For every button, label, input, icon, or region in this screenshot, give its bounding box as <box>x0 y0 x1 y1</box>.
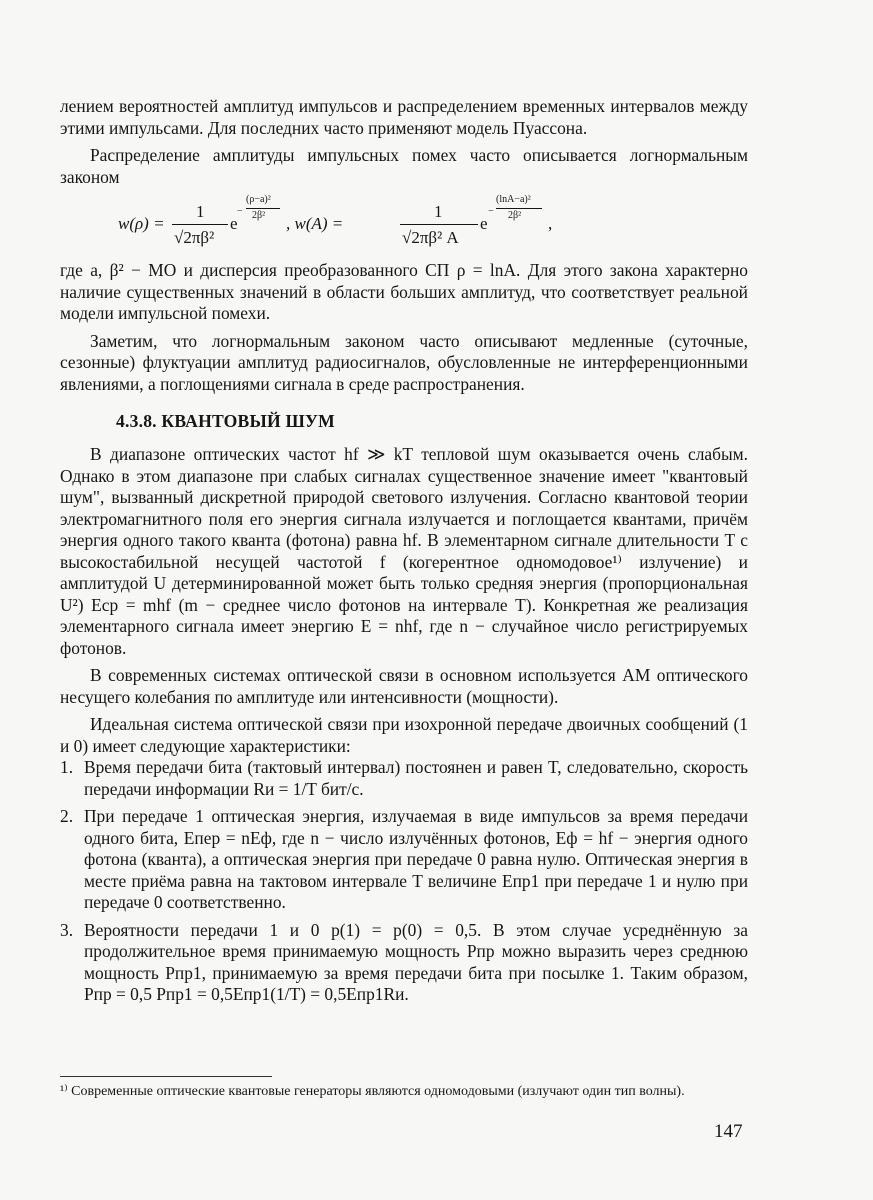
exp-bar-2 <box>496 208 542 209</box>
fraction-bar-2 <box>400 224 478 225</box>
footnote-divider <box>60 1076 272 1077</box>
formula-e-2: e <box>480 214 488 233</box>
footnote: ¹⁾ Современные оптические квантовые генераторы являются одномодовыми (излучают один тип волны). <box>60 1084 685 1099</box>
lognormal-formula <box>60 192 748 254</box>
list-item <box>60 757 748 800</box>
formula-exp1-den: 2β² <box>252 210 266 221</box>
section-title: 4.3.8. КВАНТОВЫЙ ШУМ <box>116 411 335 431</box>
characteristics-list <box>60 757 748 1006</box>
formula-denominator-1: √2πβ² <box>174 228 215 247</box>
paragraph-2: Распределение амплитуды импульсных помех часто описывается логнормальным законом <box>60 145 748 187</box>
list-item <box>60 920 748 1006</box>
list-item-number: 2. <box>60 806 74 826</box>
formula-numerator-1: 1 <box>196 202 205 221</box>
formula-exp2-num: (lnA−a)² <box>496 194 531 205</box>
paragraph-7: Идеальная система оптической связи при изохронной передаче двоичных сообщений (1 и 0) имеет следующие характеристики: <box>60 714 748 756</box>
exp-bar-1 <box>246 208 280 209</box>
list-item-text: Время передачи бита (тактовый интервал) постоянен и равен T, следовательно, скорость передачи информации Rи = 1/T бит/с. <box>84 757 748 799</box>
formula-e-1: e <box>230 214 238 233</box>
list-item-number: 3. <box>60 919 74 940</box>
formula-w-a: , w(A) = <box>286 214 344 233</box>
list-item-number: 1. <box>60 757 74 777</box>
fraction-bar-1 <box>172 224 228 225</box>
formula-exp1-num: (ρ−a)² <box>246 194 271 205</box>
formula-denominator-2: √2πβ² A <box>402 228 459 247</box>
list-item-text: При передаче 1 оптическая энергия, излучаемая в виде импульсов за время передачи одного бита, Eпер = nEф, где n − число излучённых фотонов, Eф = hf − энергия одного фотона (кванта), а оптическая энергия при передаче 0 равна нулю. Оптическая энергия в месте приёма равна на тактовом интервале T величине Eпр1 при передаче 1 и нулю при передаче 0 соответственно. <box>84 806 748 912</box>
paragraph-6: В современных системах оптической связи в основном используется АМ оптического несущего колебания по амплитуде или интенсивности (мощности). <box>60 665 748 707</box>
page-number: 147 <box>714 1121 743 1142</box>
list-item <box>60 806 748 914</box>
formula-numerator-2: 1 <box>434 202 443 221</box>
formula-w-rho: w(ρ) = <box>118 214 165 233</box>
paragraph-5: В диапазоне оптических частот hf ≫ kT тепловой шум оказывается очень слабым. Однако в этом диапазоне при слабых сигналах существенное значение имеет "квантовый шум", вызванный дискретной природой светового излучения. Согласно квантовой теории электромагнитного поля его энергия сигнала излучается и поглощается квантами, причём энергия одного такого кванта (фотона) равна hf. В элементарном сигнале длительности T с высокостабильной несущей частотой f (когерентное одномодовое¹⁾ излучение) и амплитудой U детерминированной может быть только средняя энергия (пропорциональная U²) Eср = mhf (m − среднее число фотонов на интервале T). Конкретная же реализация элементарного сигнала имеет энергию E = nhf, где n − случайное число регистрируемых фотонов. <box>60 444 748 658</box>
formula-minus-1: − <box>237 206 243 217</box>
formula-exp2-den: 2β² <box>508 210 522 221</box>
paragraph-1: лением вероятностей амплитуд импульсов и распределением временных интервалов между этими импульсами. Для последних часто применяют модель Пуассона. <box>60 96 748 138</box>
formula-comma: , <box>548 214 553 233</box>
formula-minus-2: − <box>488 206 494 217</box>
paragraph-3: где a, β² − МО и дисперсия преобразованного СП ρ = lnA. Для этого закона характерно наличие существенных значений в области больших амплитуд, что соответствует реальной модели импульсной помехи. <box>60 260 748 323</box>
paragraph-4: Заметим, что логнормальным законом часто описывают медленные (суточные, сезонные) флуктуации амплитуд радиосигналов, обусловленные не интерференционными явлениями, а поглощениями сигнала в среде распространения. <box>60 330 748 394</box>
page-body <box>60 96 748 1012</box>
list-item-text: Вероятности передачи 1 и 0 p(1) = p(0) = 0,5. В этом случае усреднённую за продолжительное время принимаемую мощность Pпр можно выразить через среднюю мощность Pпр1, принимаемую за время передачи бита при посылке 1. Таким образом, Pпр = 0,5 Pпр1 = 0,5Eпр1(1/T) = 0,5Eпр1Rи. <box>84 919 748 1004</box>
